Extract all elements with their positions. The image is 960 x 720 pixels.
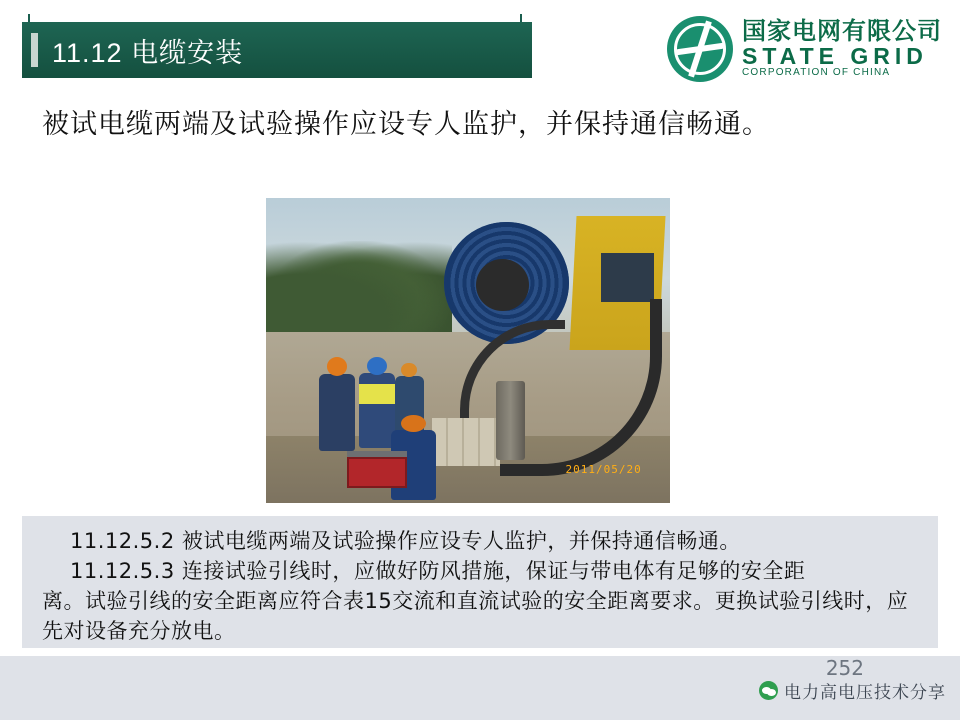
photo-worker — [319, 357, 355, 452]
logo-ring — [674, 23, 726, 75]
wechat-icon — [759, 681, 778, 700]
logo-company-sub: CORPORATION OF CHINA — [742, 67, 891, 79]
lead-sentence: 被试电缆两端及试验操作应设专人监护，并保持通信畅通。 — [42, 109, 770, 140]
page-number: 252 — [825, 656, 864, 680]
photo-concrete-blocks — [432, 418, 501, 467]
photo-test-instrument-case — [347, 457, 408, 488]
photo-timestamp: 2011/05/20 — [565, 462, 642, 476]
slide-title-bar — [22, 22, 532, 78]
body-line-1: 11.12.5.2 被试电缆两端及试验操作应设专人监护，并保持通信畅通。 — [70, 529, 741, 553]
state-grid-logo — [667, 16, 942, 82]
watermark-text: 电力高电压技术分享 — [784, 683, 946, 702]
body-text-box — [22, 516, 938, 648]
state-grid-globe-icon — [667, 16, 733, 82]
body-line-2-cont: 离。试验引线的安全距离应符合表15交流和直流试验的安全距离要求。更换试验引线时，应先对设备充分放电。 — [42, 589, 909, 643]
logo-text-block — [742, 19, 942, 79]
page-title: 11.12 电缆安装 — [52, 37, 244, 68]
photo-pipe — [496, 381, 524, 460]
body-line-2-head: 11.12.5.3 连接试验引线时，应做好防风措施，保证与带电体有足够的安全距 — [70, 559, 806, 583]
body-line-2 — [22, 556, 938, 646]
logo-company-cn: 国家电网有限公司 — [742, 18, 942, 46]
watermark — [759, 678, 946, 703]
site-photo — [266, 198, 670, 503]
photo-worker — [359, 357, 395, 449]
title-accent-bar — [31, 33, 38, 67]
logo-company-en: STATE GRID — [742, 43, 928, 70]
photo-crane-cab — [601, 253, 654, 302]
